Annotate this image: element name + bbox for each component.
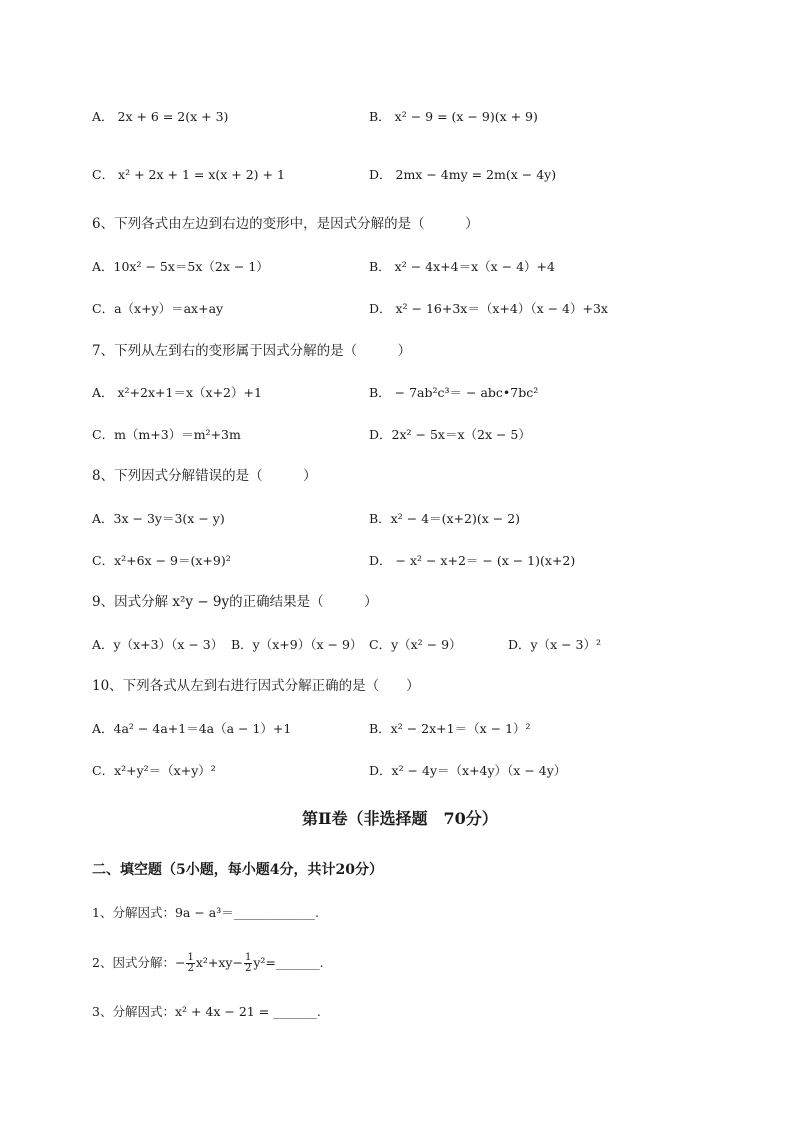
q7-option-b: B． − 7ab²c³＝ − abc•7bc² [369,385,539,400]
q8-option-d: D． − x² − x+2＝ − (x − 1)(x+2) [369,553,576,568]
q6-option-d: D． x² − 16+3x＝（x+4）（x − 4）+3x [369,301,608,316]
q9-option-d: D．y（x − 3）² [508,637,602,652]
fraction-numerator: 1 [244,952,252,963]
q8-option-a: A．3x − 3y＝3(x − y) [92,511,225,526]
fraction-one-half [244,953,252,974]
q5-option-a: A． 2x + 6 = 2(x + 3) [92,109,229,124]
fraction-one-half [186,953,194,974]
q5-option-d: D． 2mx − 4my = 2m(x − 4y) [369,167,557,182]
q10-option-a: A．4a² − 4a+1＝4a（a − 1）+1 [92,721,292,736]
fraction-numerator: 1 [187,952,194,963]
q10-stem: 10、下列各式从左到右进行因式分解正确的是（ ） [92,678,420,694]
fraction-denominator: 2 [244,963,252,974]
q9-stem: 9、因式分解 x²y − 9y的正确结果是（ ） [92,594,378,610]
q8-option-c: C．x²+6x − 9＝(x+9)² [92,553,231,568]
q6-option-c: C．a（x+y）＝ax+ay [92,301,224,316]
q8-stem: 8、下列因式分解错误的是（ ） [92,468,317,484]
q5-option-b: B． x² − 9 = (x − 9)(x + 9) [369,109,538,124]
fill-question-2-middle: x²+xy− [195,955,243,970]
q10-option-c: C．x²+y²＝（x+y）² [92,763,216,778]
q9-option-a: A．y（x+3）（x − 3） [92,637,224,652]
fill-question-2-prefix: 2、因式分解： [92,955,175,970]
q6-stem: 6、下列各式由左边到右边的变形中，是因式分解的是（ ） [92,216,479,232]
q7-stem: 7、下列从左到右的变形属于因式分解的是（ ） [92,343,412,359]
q9-option-c: C．y（x² − 9） [369,637,462,652]
q7-option-c: C．m（m+3）＝m²+3m [92,427,241,442]
part2-title: 第Ⅱ卷（非选择题 70分） [302,809,498,828]
q6-option-a: A．10x² − 5x＝5x（2x − 1） [92,259,269,274]
fill-question-2 [92,953,324,974]
q5-option-c: C． x² + 2x + 1 = x(x + 2) + 1 [92,167,285,182]
fill-question-3: 3、分解因式：x² + 4x − 21 = _______. [92,1004,321,1019]
q9-option-b: B．y（x+9）（x − 9） [231,637,363,652]
q7-option-a: A． x²+2x+1＝x（x+2）+1 [92,385,262,400]
fraction-denominator: 2 [187,963,194,974]
q10-option-b: B．x² − 2x+1＝（x − 1）² [369,721,531,736]
section2-heading: 二、填空题（5小题，每小题4分，共计20分） [92,862,383,878]
fill-question-2-suffix: y²=_______. [253,955,324,970]
fill-question-1: 1、分解因式：9a − a³＝_____________. [92,905,319,920]
q6-option-b: B． x² − 4x+4＝x（x − 4）+4 [369,259,555,274]
q10-option-d: D．x² − 4y＝（x+4y）（x − 4y） [369,763,567,778]
q8-option-b: B．x² − 4＝(x+2)(x − 2) [369,511,521,526]
q7-option-d: D．2x² − 5x＝x（2x − 5） [369,427,531,442]
fill-question-2-sign: − [174,955,186,970]
